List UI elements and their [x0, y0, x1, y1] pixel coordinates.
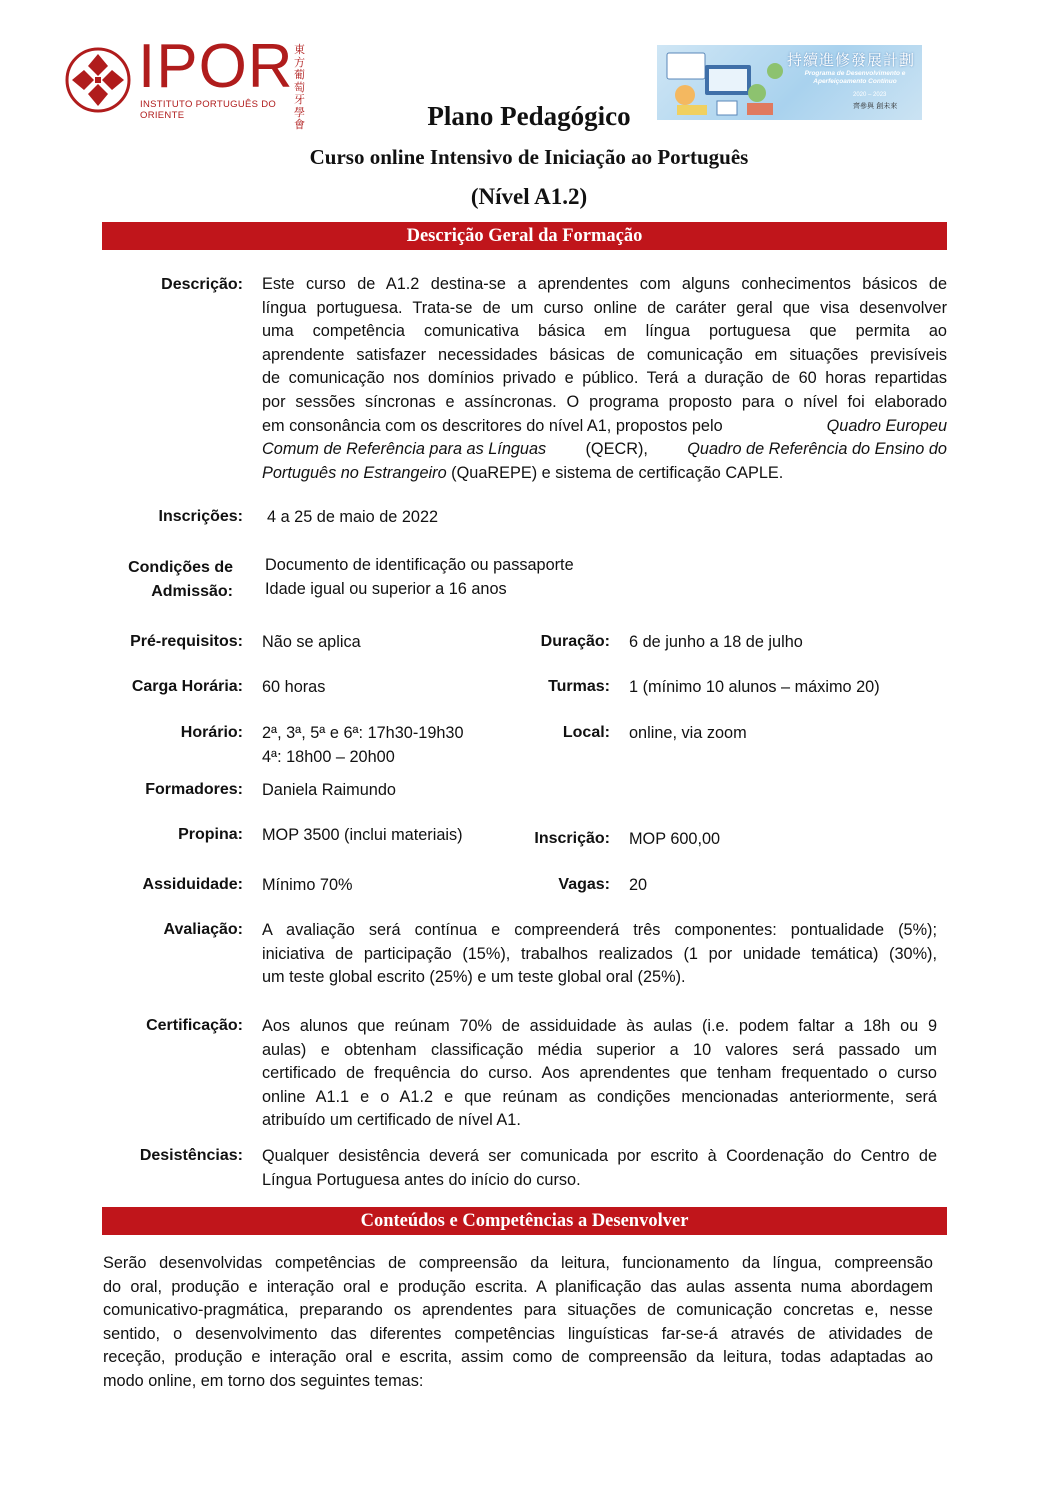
logo-wordmark: IPOR — [138, 32, 294, 101]
text-line: sentido, o desenvolvimento das diferentes competências linguísticas far-se-á através de atividades de — [103, 1324, 933, 1343]
inscricoes-value: 4 a 25 de maio de 2022 — [267, 508, 439, 526]
desistencias-text — [262, 1145, 937, 1192]
label-descricao: Descrição: — [161, 276, 243, 293]
label-line: Admissão: — [151, 583, 233, 600]
formadores-value: Daniela Raimundo — [262, 781, 396, 799]
banner-years: 2020 – 2023 — [853, 92, 887, 98]
banner-line: Aperfeiçoamento Contínuo — [813, 78, 897, 85]
descricao-text — [262, 273, 947, 485]
inscricao-value: MOP 600,00 — [629, 830, 721, 848]
logo-subtitle: INSTITUTO PORTUGUÊS DO ORIENTE — [140, 99, 277, 121]
label-desistencias: Desistências: — [139, 1147, 243, 1164]
label-vagas: Vagas: — [558, 876, 610, 893]
label-carga-horaria: Carga Horária: — [131, 678, 243, 695]
text-line: Aos alunos que reúnam 70% de assiduidade às aulas (i.e. podem faltar a 18h ou 9 — [262, 1017, 937, 1035]
text-fragment: (QuaREPE) e sistema de certificação CAPLE. — [451, 463, 784, 482]
label-prerequisitos: Pré-requisitos: — [130, 633, 243, 650]
duracao-value: 6 de junho a 18 de julho — [629, 633, 803, 651]
horario-value — [262, 722, 464, 769]
label-local: Local: — [562, 724, 610, 741]
label-condicoes — [100, 556, 233, 604]
text-line: A avaliação será contínua e compreenderá três componentes: pontualidade (5%); — [262, 921, 937, 939]
text-fragment: (QECR), — [585, 440, 648, 459]
text-line: receção, produção e interação oral e escrita, assim como de compreensão da leitura, todas adaptadas ao — [103, 1348, 933, 1367]
text-line: iniciativa de participação (15%), trabalhos realizados (1 por unidade temática) (30%), — [262, 944, 937, 963]
text-line: Documento de identificação ou passaporte — [265, 556, 574, 574]
carga-horaria-value: 60 horas — [262, 678, 326, 696]
course-name: Curso online Intensivo de Iniciação ao Português — [309, 145, 749, 169]
vagas-value: 20 — [629, 876, 648, 894]
text-line: Língua Portuguesa antes do início do curso. — [262, 1170, 581, 1189]
text-line: por sessões síncronas e assíncronas. O programa proposto para o nível foi elaborado — [262, 392, 947, 411]
text-line — [262, 462, 947, 486]
logo-chinese-name: 東方葡萄牙學會 — [294, 43, 305, 131]
label-propina: Propina: — [178, 826, 243, 843]
label-turmas: Turmas: — [548, 678, 610, 695]
text-line: Serão desenvolvidas competências de compreensão da leitura, funcionamento da língua, compreensão — [103, 1254, 933, 1272]
certificacao-text — [262, 1015, 937, 1133]
text-line: atribuído um certificado de nível A1. — [262, 1111, 521, 1130]
assiduidade-value: Mínimo 70% — [262, 876, 353, 894]
label-formadores: Formadores: — [145, 781, 243, 798]
label-assiduidade: Assiduidade: — [142, 876, 243, 893]
label-inscricoes: Inscrições: — [158, 508, 243, 525]
text-line: uma competência comunicativa básica em língua portuguesa que permita ao — [262, 322, 947, 341]
document-title: Plano Pedagógico — [427, 101, 631, 131]
text-line: de comunicação nos domínios privado e público. Terá a duração de 60 horas repartidas — [262, 369, 947, 388]
text-line: aprendente satisfazer necessidades básicas de comunicação em situações previsíveis — [262, 345, 947, 364]
contents-text — [103, 1252, 933, 1394]
label-horario: Horário: — [180, 724, 243, 741]
propina-value: MOP 3500 (inclui materiais) — [262, 826, 463, 844]
text-line: língua portuguesa. Trata-se de um curso online de caráter geral que visa desenvolver — [262, 298, 947, 317]
text-line — [262, 438, 947, 462]
section-header-contents: Conteúdos e Competências a Desenvolver — [102, 1207, 947, 1235]
banner-programme-name — [793, 70, 917, 86]
text-fragment: em consonância com os descritores do nível A1, propostos pelo — [262, 416, 723, 435]
banner-slogan: 齊參與 創未來 — [853, 102, 898, 110]
text-line: modo online, em torno dos seguintes temas: — [103, 1371, 424, 1390]
text-line: online A1.1 e o A1.2 e que reúnam as condições mencionadas anteriormente, será — [262, 1087, 937, 1106]
text-italic: Português no Estrangeiro — [262, 463, 447, 482]
banner-title-chinese: 持續進修發展計劃 — [787, 51, 916, 69]
label-avaliacao: Avaliação: — [163, 921, 243, 938]
text-line: comunicativo-pragmática, preparando os aprendentes para situações de comunicação concretas e, nesse — [103, 1301, 933, 1320]
label-inscricao: Inscrição: — [534, 830, 610, 847]
prerequisitos-value: Não se aplica — [262, 633, 361, 651]
text-line: 4ª: 18h00 – 20h00 — [262, 747, 395, 766]
text-line — [262, 415, 947, 439]
text-line: 2ª, 3ª, 5ª e 6ª: 17h30-19h30 — [262, 724, 464, 742]
text-italic: Quadro Europeu — [826, 416, 947, 435]
avaliacao-text — [262, 919, 937, 990]
text-line: Este curso de A1.2 destina-se a aprendentes com alguns conhecimentos básicos de — [262, 275, 947, 293]
text-line: Qualquer desistência deverá ser comunicada por escrito à Coordenação do Centro de — [262, 1147, 937, 1165]
course-level: (Nível A1.2) — [470, 184, 588, 209]
text-line: um teste global escrito (25%) e um teste global oral (25%). — [262, 968, 686, 987]
turmas-value: 1 (mínimo 10 alunos – máximo 20) — [629, 678, 880, 696]
condicoes-value — [265, 554, 574, 601]
label-line: Condições de — [128, 559, 233, 576]
text-line: aulas) e obtenham classificação média superior a 10 valores será passado um — [262, 1040, 937, 1059]
label-duracao: Duração: — [540, 633, 610, 650]
label-certificacao: Certificação: — [146, 1017, 243, 1034]
text-line: certificado de frequência do curso. Aos aprendentes que tenham frequentado o curso — [262, 1064, 937, 1083]
section-header-general: Descrição Geral da Formação — [102, 222, 947, 250]
banner-line: Programa de Desenvolvimento e — [804, 70, 906, 77]
text-line: do oral, produção e interação oral e produção escrita. A planificação das aulas assenta numa abordagem — [103, 1277, 933, 1296]
local-value: online, via zoom — [629, 724, 747, 742]
text-line: Idade igual ou superior a 16 anos — [265, 579, 507, 598]
text-italic: Comum de Referência para as Línguas — [262, 440, 547, 459]
text-italic: Quadro de Referência do Ensino do — [687, 440, 947, 459]
